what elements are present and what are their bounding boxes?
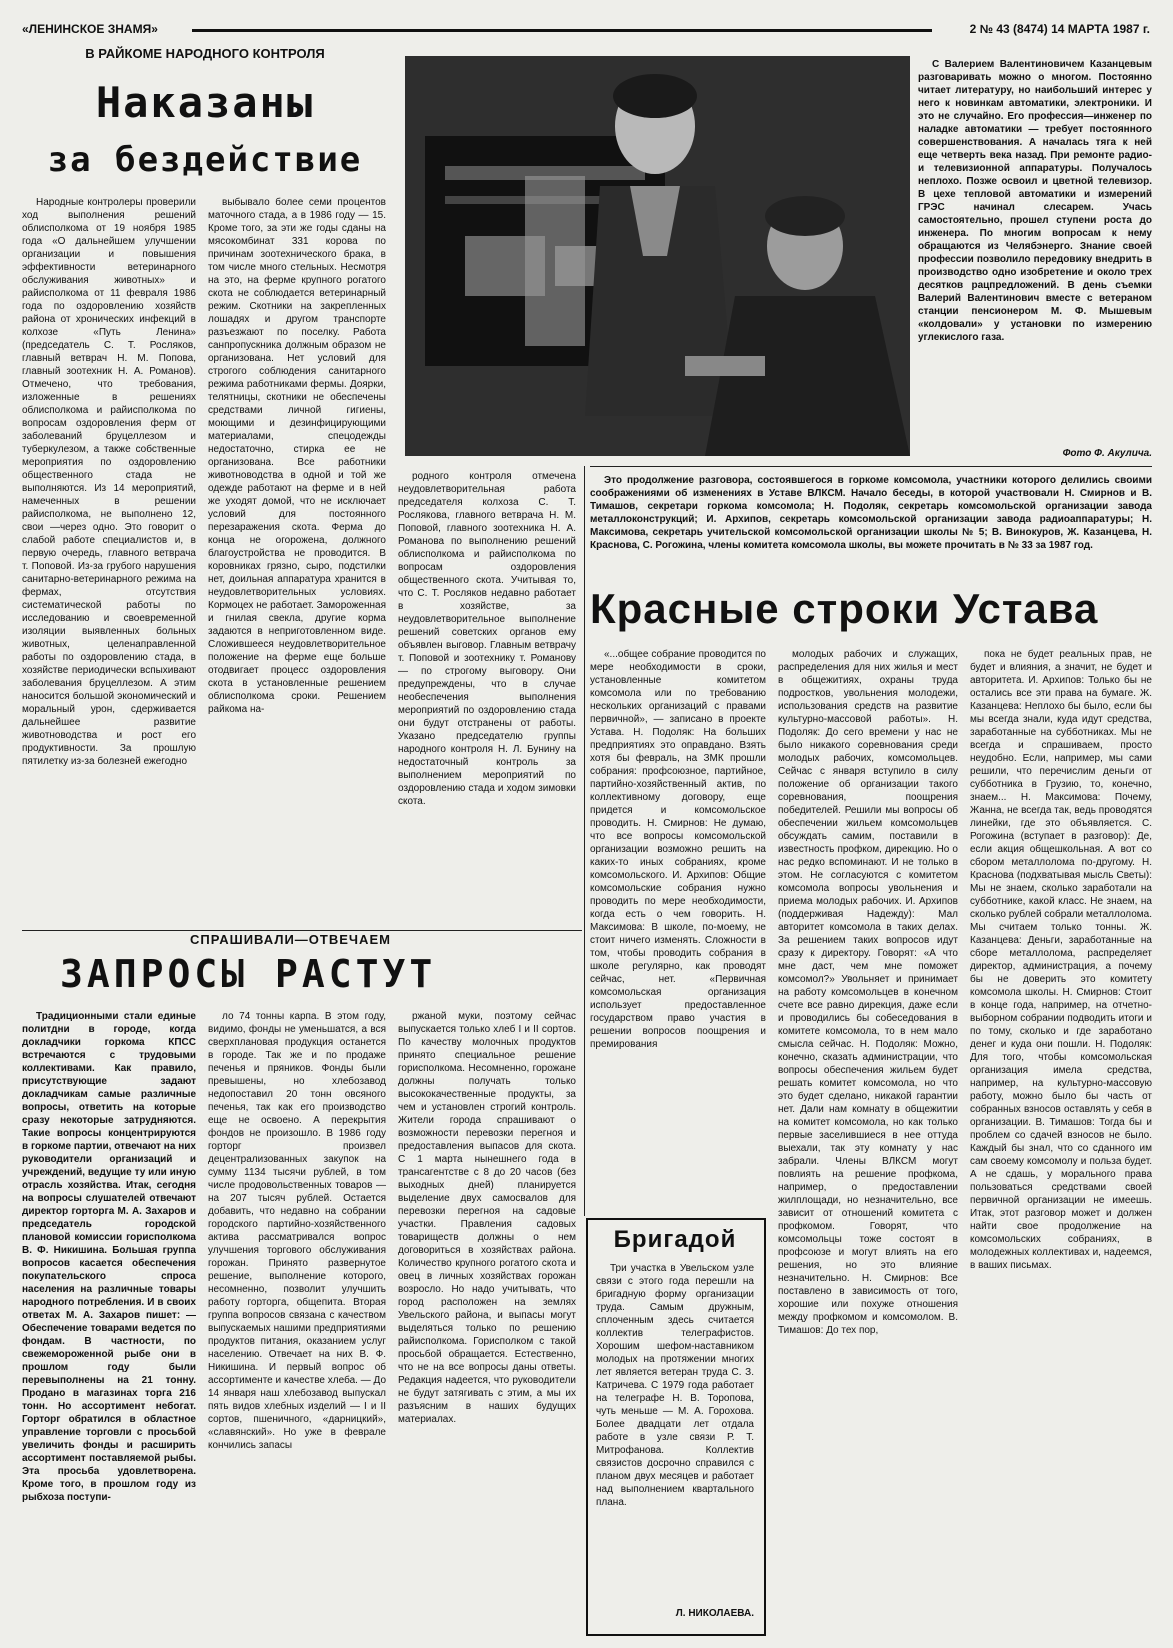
article3-col3-text: ржаной муки, поэтому сейчас выпускается только хлеб I и II сортов. По качеству молочных продуктов принято специальное решение горисполкома. Несомненно, горожане должны получать только высококачественные продукты, за чем и установлен строгий контроль. Жители города спрашивают о возможности перевозки перегноя и предоставления выпасов для скота. С 1 марта нынешнего года в трансагентстве с 8 до 20 часов (без выходных дней) планируется выделение двух самосвалов для перевозки перегноя на садовые участки. Правления садовых товариществ должны о нем договориться в хозяйствах района. Количество крупного рогатого скота и овец в личных хозяйствах горожан возросло. Но надо учитывать, что город расположен на землях Увельского района, и выпасы могут выделяться только по решению райисполкома. Горисполком с такой просьбой обращается. Естественно, что не на все вопросы даны ответы. Редакция надеется, что руководители не будут затягивать с этим, а мы их разъясним в наших будущих материалах. [398,1011,576,1425]
photo-two-engineers [405,56,910,456]
article1-rubric: В РАЙКОМЕ НАРОДНОГО КОНТРОЛЯ [85,46,325,61]
photo-credit: Фото Ф. Акулича. [1062,448,1152,459]
photo-caption [918,58,1152,440]
article2-column-3 [970,648,1152,1632]
article2-title: Красные строки Устава [590,585,1099,632]
article2-intro-text: Это продолжение разговора, состоявшегося в горкоме комсомола, участники которого делились своими соображениями об изменениях в Уставе ВЛКСМ. Начало беседы, в которой участвовали Н. Смирнов и В. Тимашов, секретари горкома комсомола; Н. Подоляк, секретарь комсомольской организации завода металлоконструкций; И. Архипов, секретарь комсомольской организации завода радиоаппаратуры; Н. Максимова, секретарь учительской комсомольской организации школы № 5; В. Винокуров, Ж. Казанцева, Н. Краснова, С. Рогожина, члены комитета комсомола школы, вы можете прочитать в № 33 за 1987 год. [590,475,1152,551]
section-divider-article3 [22,930,582,931]
article1-title-line1: Наказаны [95,78,315,127]
photo-caption-text: С Валерием Валентиновичем Казанцевым разговаривать можно о многом. Постоянно читает литературу, но наибольший интерес у него к новинкам автоматики, электроники. И это не случайно. Его профессия—инженер по наладке автоматики — требует постоянного совершенствования. А началась тяга к ней еще четверть века назад. При ремонте радио- и телевизионной аппаратуры. Получалось неплохо. Позже освоил и цветной телевизор. В цехе тепловой автоматики и измерений ГРЭС начинал слесарем. Учась самостоятельно, прошел ступени роста до инженера. По многим вопросам к нему обращаются из Челябэнерго. Знание своей профессии позволило передовику внедрить в производство одно изобретение и около трех десятков рацпредложений. В день съемки Валерий Валентинович вместе с ветераном станции пенсионером М. Ф. Мышевым «колдовали» у установки по измерению углекислого газа. [918,59,1152,343]
column-divider-center [584,466,585,1216]
article1-column-2 [208,196,386,924]
article3-col2-text: ло 74 тонны карпа. В этом году, видимо, фонды не уменьшатся, а вся сверхплановая продукция останется в городе. Так же и по продаже печенья и пряников. Фонды были превышены, но хлебозавод недопоставил 20 тонн овсяного печенья, так как его производство еще не освоено. А перекрытия фондов не произошло. В 1986 году горторг произвел децентрализованных закупок на сумму 1134 тысячи рублей, в том числе продовольственных товаров — на 207 тысяч рублей. Остается добавить, что недавно на собрании городского партийно-хозяйственного актива рассматривался вопрос улучшения торгового обслуживания горожан. Принято развернутое решение, выполнение которого, несомненно, позволит улучшить работу горторга, общепита. Вторая группа вопросов связана с качеством выпускаемых нашими предприятиями продуктов питания, оказанием услуг населению. Отвечает на них В. Ф. Никишина. И первый вопрос об ассортименте и качестве хлеба. — До 14 января наш хлебозавод выпускал пять видов хлебных изделий — I и II сортов, пшеничного, «дарницкий», «славянский». Но уже в феврале кончились запасы [208,1011,386,1451]
masthead-rule [192,29,932,32]
article1-col3-text: родного контроля отмечена неудовлетворительная работа председателя колхоза С. Т. Рослякова, главного ветврача Н. М. Поповой, главного зоотехника Н. А. Романова по выполнению решений облисполкома и райисполкома по вопросам оздоровления общественного скота. Учитывая то, что С. Т. Росляков недавно работает в хозяйстве, за неудовлетворительное выполнение решений советских органов ему объявлен выговор. Главным ветврачу т. Поповой и зоотехнику т. Романову — по строгому выговору. Они предупреждены, что в случае необеспечения выполнения мероприятий по оздоровлению стада они будут отстранены от работы. Указано председателю группы народного контроля Н. Л. Бунину на недостаточный контроль за выполнением мероприятий по оздоровлению стада и ходом зимовки скота. [398,471,576,807]
issue-info: 2 № 43 (8474) 14 МАРТА 1987 г. [969,22,1150,36]
article2-column-1 [590,648,766,1236]
paper-name: «ЛЕНИНСКОЕ ЗНАМЯ» [22,22,158,36]
article4-body [596,1262,754,1602]
section-divider-article2 [590,466,1152,467]
article1-title-line2: за бездействие [47,140,363,180]
article3-col1-text: Традиционными стали единые политдни в городе, когда докладчики горкома КПСС встречаются с трудовыми коллективами. Как правило, присутствующие задают докладчикам самые различные вопросы, ответить на которые сразу некоторые затрудняются. Такие вопросы концентрируются в горкоме партии, отвечают на них руководители организаций и учреждений, ведущие ту или иную отрасль хозяйства. Итак, сегодня на вопросы слушателей отвечают директор горторга М. А. Захаров и председатель городской плановой комиссии горисполкома В. Ф. Никишина. Большая группа вопросов касается обеспечения покупательского спроса населения на различные товары народного потребления. И в своих ответах М. А. Захаров пишет: — Обеспечение товарами ведется по фондам. В частности, по свежемороженной рыбе они в прошлом году были перевыполнены на 21 тонну. Продано в магазинах торга 216 тонн. Но ассортимент небогат. Горторг обратился в областное управление торговли с просьбой увеличить фонды и расширить ассортимент поставляемой рыбы. Эта просьба удовлетворена. Кроме того, в прошлом году из рыбхоза поступи- [22,1011,196,1503]
article3-column-2 [208,1010,386,1632]
article1-column-1 [22,196,196,928]
article4-title: Бригадой [613,1226,737,1253]
article2-intro [590,474,1152,574]
article2-col3-text: пока не будет реальных прав, не будет и влияния, а значит, не будет и авторитета. И. Архипов: Только бы не остались все эти права на бумаге. Ж. Казанцева: Неплохо бы было, если бы мы всегда знали, куда идут средства, заработанные на субботниках. Мы не всегда и спрашиваем, просто неудобно. Если, например, мы сами решили, что перечислим деньги от субботника в Грузию, то, конечно, знаем... Н. Максимова: Почему, Жанна, не всегда так, ведь проводятся линейки, где это объявляется. С. Рогожина (вступает в разговор): Де, если акция общешкольная. А вот со сбором металлолома по-другому. Н. Краснова (подхватывая мысль Светы): Мы не знаем, сколько заработали на субботнике, какой класс. Не знаем, на сколько рублей собрали металлолома. Мы считаем только тонны. Ж. Казанцева: Деньги, заработанные на сборе металлолома, распределяет директор, администрация, а почему бы не доверить это комитету комсомола школы. Н. Смирнов: Стоит в конце года, например, на отчетно-выборном собрании подводить итоги и по тому, сколько и где заработано денег и куда они пошли. Н. Подоляк: Для того, чтобы комсомольская организация имела средства, например, на культурно-массовую работу, можно было бы часть от собранных взносов оставлять у себя в организации. В. Тимашов: Тогда бы и проблем со сдачей взносов не было. Каждый бы знал, что со сданного им сам своему комсомолу и польза будет. А не сдашь, у морального права пользоваться средствами своей первичной организации не имеешь. Итак, этот разговор может и должен найти свое продолжение на комсомольских собраниях, в молодежных коллективах и, надеемся, в ваших письмах. [970,649,1152,1271]
article2-col1-text: «...общее собрание проводится по мере необходимости в сроки, установленные комитетом комсомола или по требованию нескольких организаций с правами первичной», — записано в проекте Устава. Н. Подоляк: На больших предприятиях это оправдано. Взять хотя бы февраль, на ЗМК прошли собрания: профсоюзное, партийное, партийно-хозяйственный актив, по коллективному договору, еще придется и комсомольское проводить. Н. Смирнов: Не думаю, что все вопросы комсомольской организации возможно решить на каких-то иных собраниях, кроме комсомольского. И. Архипов: Общие комсомольские собрания нужно проводить по мере необходимости, когда есть о чем говорить. Н. Максимова: В школе, по-моему, не стоит ничего изменять. Сложности в том, чтобы проводить собрания в школе регулярно, как проводят сейчас, нет. «Первичная комсомольская организация использует предоставленное государством право участия в решении вопросов поощрения и премирования [590,649,766,1050]
article2-column-2 [778,648,958,1632]
article1-column-3 [398,470,576,925]
article4-text: Три участка в Увельском узле связи с этого года перешли на бригадную форму организации труда. Самым дружным, сплоченным здесь считается коллектив телеграфистов. Хорошим шефом-наставником молодых на протяжении многих лет является ветеран труда С. З. Катричева. С 1979 года работает на телеграфе Н. В. Торопова, чуть меньше — М. А. Горохова. Более двадцати лет отдала работе в узле связи Р. Т. Митрофанова. Коллектив связистов досрочно справился с планом двух месяцев и работает над выполнением квартального плана. [596,1263,754,1508]
photo-illustration [405,56,910,456]
article3-column-3 [398,1010,576,1632]
article3-rubric: СПРАШИВАЛИ—ОТВЕЧАЕМ [190,932,391,947]
article1-col1-text: Народные контролеры проверили ход выполнения решений облисполкома от 19 ноября 1985 года «О дальнейшем улучшении организации и повышения эффективности ветеринарного обслуживания животных» и райисполкома от 11 февраля 1986 года по оздоровлению хозяйств района от хронических инфекций в колхозе «Путь Ленина» (председатель С. Т. Росляков, главный ветврач Н. М. Попова, главный зоотехник Н. А. Романов). Отмечено, что требования, изложенные в решениях облисполкома и райисполкома по вопросам оздоровления ферм от заболеваний бруцеллезом и туберкулезом, а также собственные мероприятия по оздоровлению общественного стада не выполняются. Из 14 мероприятий, намеченных в решении райисполкома, не выполнено 12, свои —через одно. Это говорит о слабой работе специалистов и, в первую очередь, главного ветврача т. Поповой. Из-за грубого нарушения санитарно-ветеринарного режима на фермах, отсутствия систематической работы по исследованию и своевременной изоляции выявленных больных животных, целенаправленной работы по оздоровлению стада, в хозяйстве периодически вспыхивают заболевания бруцеллезом. А этим наносится большой экономический и моральный урон, сдерживается дальнейшее развитие животноводства и рост его продуктивности. За прошлую пятилетку из-за болезней ежегодно [22,197,196,767]
article1-col2-text: выбывало более семи процентов маточного стада, а в 1986 году — 15. Кроме того, за эти же годы сданы на мясокомбинат 331 корова по причинам зоотехнического брака, в том числе много стельных. Несмотря на это, на ферме крупного рогатого скота не соблюдается ветеринарный режим. Скотники на закрепленных лошадях и другом транспорте разъезжают по поселку. Работа санпропускника должным образом не организована. Нет условий для строгого соблюдения санитарного режима работниками фермы. Доярки, телятницы, скотники не обеспечены средствами личной гигиены, моющими и дезинфицирующими материалами, спецодежды недостаточно, стирка ее не организована. Все работники животноводства в одной и той же одежде работают на ферме и в ней же уходят домой, что не исключает условий для постоянного перезаражения скота. Ферма до конца не огорожена, должного благоустройства не проводится. В коровниках грязно, сыро, подстилки нет, доильная аппаратура хранится в неудовлетворительных условиях. Кормоцех не работает. Замороженная и гнилая свекла, другие корма задаются в неприготовленном виде. Сложившееся неудовлетворительное положение на ферме еще больше отодвигает процесс оздоровления скота в установленные решением облисполкома сроки. Решением райкома на- [208,197,386,715]
article3-column-1 [22,1010,196,1632]
article3-title: ЗАПРОСЫ РАСТУТ [60,952,437,996]
masthead [22,22,1150,38]
article4-author: Л. НИКОЛАЕВА. [675,1608,754,1619]
article2-col2-text: молодых рабочих и служащих, распределения для них жилья и мест в общежитиях, охраны труда подростков, увольнения молодежи, использования средств на развитие культурно-массовой работы». Н. Подоляк: До сего времени у нас не было никакого соревнования среди молодых рабочих, комсомольцев. Сейчас с января вступило в силу положение об организации такого соревнования, поощрения победителей. Решили мы вопросы об обеспечении жильем комсомольцев обсуждать самим, поставили в известность профком, дирекцию. Но о нас редко вспоминают. И не только в этом. Не согласуются с комитетом комсомола вопросы увольнения и приема молодых рабочих. И. Архипов (поддерживая Надежду): Мал авторитет комсомола в таких делах. За решением таких вопросов идут сразу к директору. Говорят: «А что мне даст, чем мне поможет комсомол?» Увольняет и принимает на работу комсомольцев в конечном счете все равно дирекция, даже если и проводились бы собеседования в комитете комсомола, то в нем мало смысла сейчас. Н. Подоляк: Можно, конечно, сказать администрации, что вопросы обеспечения жильем будет решать комитет комсомола, но что это будет сделано, никакой гарантии нет. Дали нам комнату в общежитии на комитет комсомола, но как только первые заселившиеся в нее оттуда выехали, так эту комнату у нас забрали. Члены ВЛКСМ могут повлиять на решение профкома, например, о предоставлении жилплощади, но незначительно, все зависит от отношений комитета с профкомом. Говорят, что комсомольцы тоже состоят в профсоюзе и могут влиять на его решения, но это влияние незначительно. Н. Смирнов: Все поставлено в зависимость от того, хорошие или похуже отношения между профкомом и комсомолом. В. Тимашов: До тех пор, [778,649,958,1336]
